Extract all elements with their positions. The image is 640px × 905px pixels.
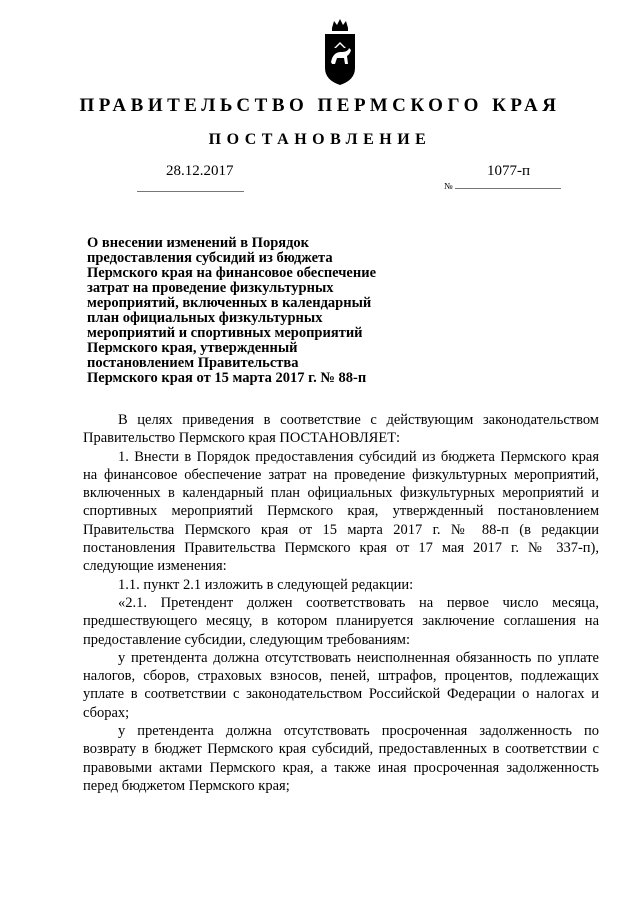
- document-body: [83, 411, 599, 795]
- subject-line: О внесении изменений в Порядок: [87, 235, 310, 251]
- subject-line: постановлением Правительства: [87, 355, 299, 371]
- body-paragraph: В целях приведения в соответствие с действующим законодательством Правительство Пермского края ПОСТАНОВЛЯЕТ:: [83, 412, 599, 447]
- date-underline: [137, 191, 244, 192]
- subject-line: затрат на проведение физкультурных: [87, 280, 334, 296]
- subject-line: мероприятий, включенных в календарный: [87, 295, 372, 311]
- subject-line: Пермского края на финансовое обеспечение: [87, 265, 377, 281]
- document-number: 1077-п: [487, 163, 531, 179]
- number-sign: №: [444, 181, 453, 191]
- subject-line: предоставления субсидий из бюджета: [87, 250, 333, 266]
- number-underline: [455, 188, 561, 189]
- subject-line: план официальных физкультурных: [87, 310, 323, 326]
- document-type-title: ПОСТАНОВЛЕНИЕ: [208, 131, 432, 148]
- body-paragraph: «2.1. Претендент должен соответствовать на первое число месяца, предшествующего месяцу, в котором планируется заключение соглашения на предоставление субсидии, следующим требованиям:: [83, 594, 599, 648]
- subject-line: Пермского края, утвержденный: [87, 340, 298, 356]
- document-subject: [87, 236, 417, 386]
- subject-line: мероприятий и спортивных мероприятий: [87, 325, 363, 341]
- body-paragraph: 1. Внести в Порядок предоставления субсидий из бюджета Пермского края на финансовое обеспечение затрат на проведение физкультурных мероприятий, включенных в календарный план официальных физкультурных мероприятий и спортивных мероприятий Пермского края, утвержденный постановлением Правительства Пермского края от 15 марта 2017 г. № 88-п (в редакции постановления Правительства Пермского края от 17 мая 2017 г. № 337-п), следующие изменения:: [83, 448, 599, 575]
- body-paragraph: у претендента должна отсутствовать неисполненная обязанность по уплате налогов, сборов, страховых взносов, пеней, штрафов, процентов, подлежащих уплате в соответствии с законодательством Российской Федерации о налогах и сборах;: [83, 649, 599, 721]
- subject-line: Пермского края от 15 марта 2017 г. № 88-п: [87, 370, 367, 386]
- body-paragraph: у претендента должна отсутствовать просроченная задолженность по возврату в бюджет Пермского края субсидий, предоставленных в соответствии с правовыми актами Пермского края, а также иная просроченная задолженность перед бюджетом Пермского края;: [83, 723, 599, 794]
- document-date: 28.12.2017: [166, 163, 234, 179]
- government-title: ПРАВИТЕЛЬСТВО ПЕРМСКОГО КРАЯ: [79, 95, 561, 116]
- body-paragraph: 1.1. пункт 2.1 изложить в следующей редакции:: [118, 576, 414, 593]
- coat-of-arms-icon: [323, 18, 357, 86]
